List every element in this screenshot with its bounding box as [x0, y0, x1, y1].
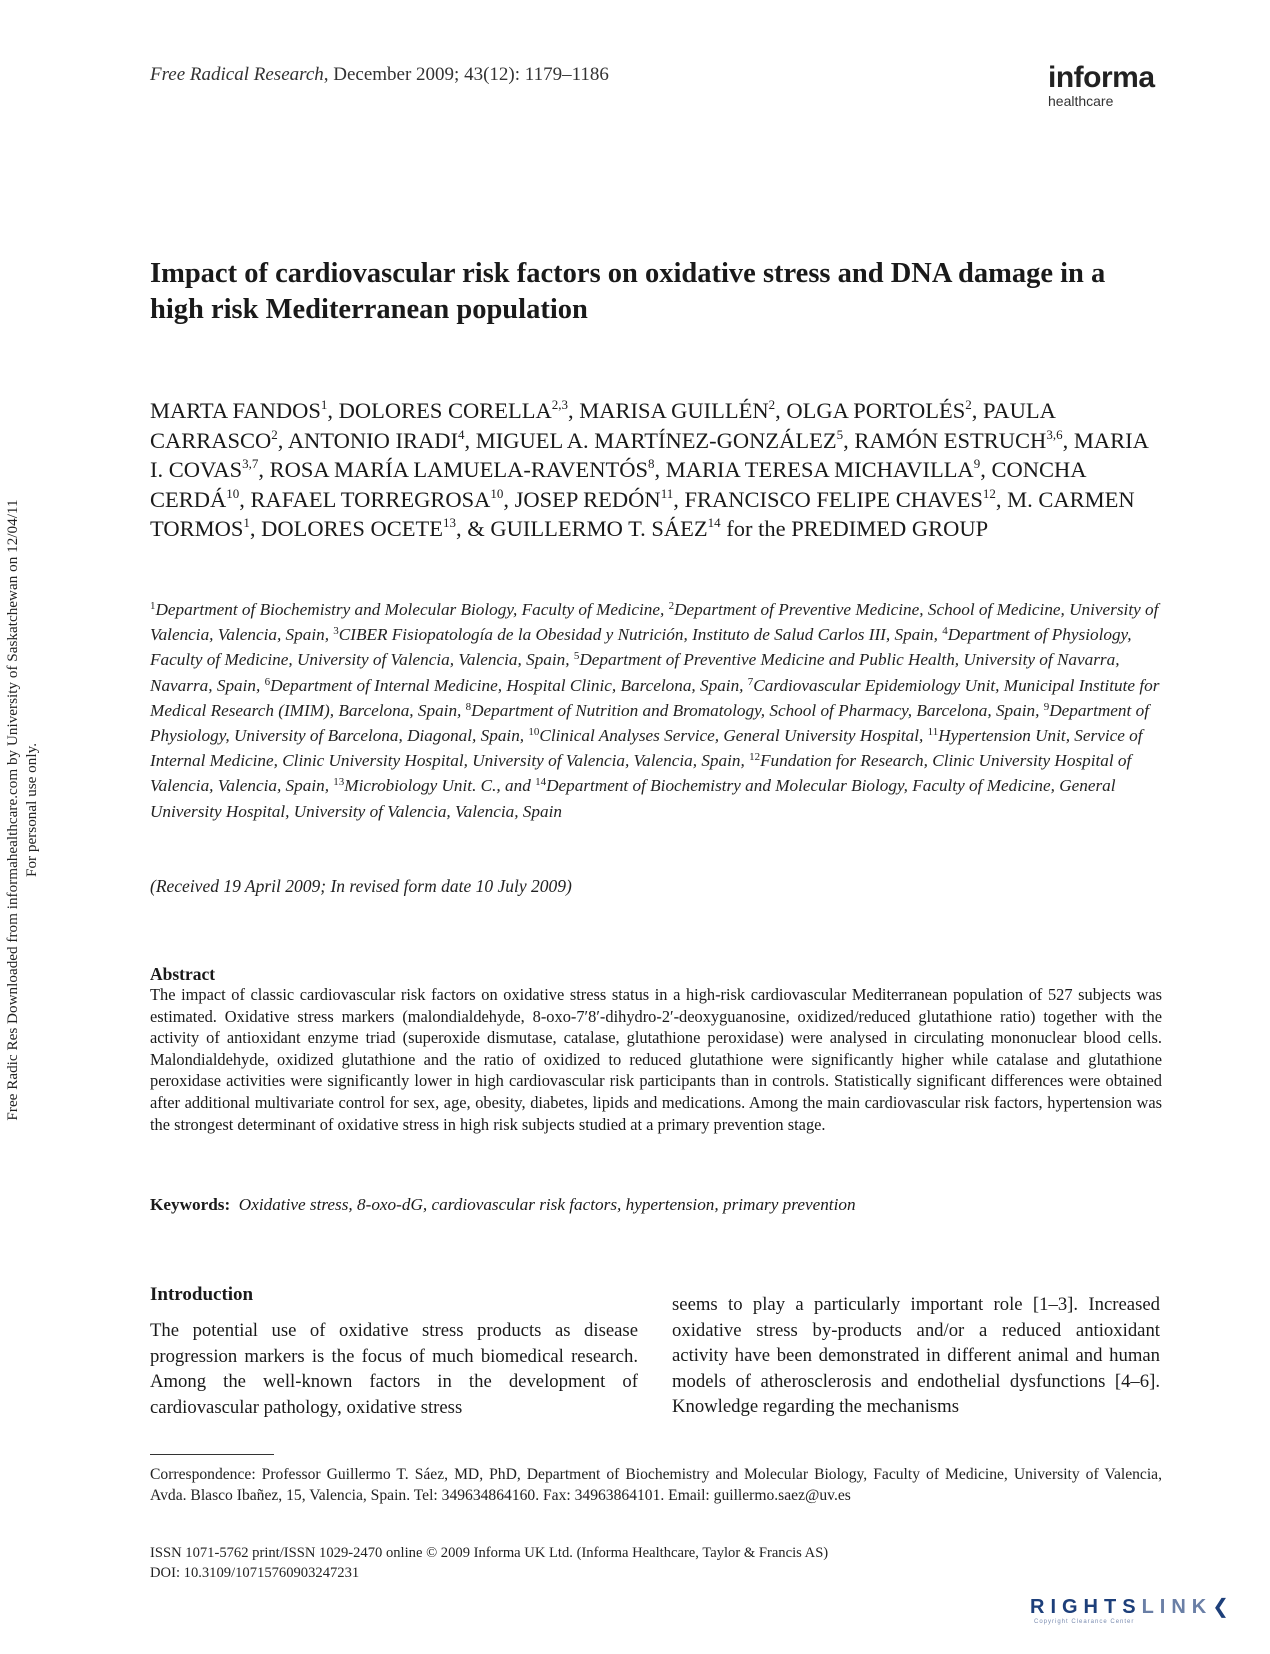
author-affiliation-mark: 5: [836, 426, 844, 442]
author-name: FRANCISCO FELIPE CHAVES: [684, 486, 983, 512]
doi-line: DOI: 10.3109/10715760903247231: [150, 1564, 360, 1581]
author-affiliation-mark: 10: [226, 485, 240, 501]
author-separator: ,: [567, 398, 580, 423]
affiliation-number: 11: [927, 726, 939, 739]
author-name: DOLORES OCETE: [261, 516, 443, 541]
affiliation-number: 8: [465, 700, 472, 713]
author-separator: ,: [980, 457, 992, 482]
rightslink-word-a: RIGHTS: [1030, 1596, 1142, 1618]
affiliation-text: Hypertension Unit, Service of Internal Medicine, Clinic University Hospital, University of Valencia, Valencia, Spain,: [150, 726, 1143, 771]
logo-subtitle: healthcare: [1048, 93, 1114, 109]
rightslink-arrow-icon: ❮: [1212, 1596, 1235, 1618]
affiliation-text: Department of Preventive Medicine and Public Health, University of Navarra, Navarra, Spain,: [150, 650, 1120, 695]
author-affiliation-mark: 3,7: [242, 456, 259, 471]
affiliation-text: Department of Biochemistry and Molecular Biology, Faculty of Medicine,: [155, 600, 669, 619]
journal-citation: [150, 64, 609, 86]
rightslink-wordmark: [1030, 1596, 1235, 1618]
logo-wordmark: informa: [1048, 61, 1155, 94]
affiliation-text: Department of Nutrition and Bromatology, School of Pharmacy, Barcelona, Spain,: [471, 700, 1044, 720]
affiliation-number: 6: [264, 675, 271, 688]
author-name: MIGUEL A. MARTÍNEZ-GONZÁLEZ: [475, 427, 837, 453]
author-affiliation-mark: 3,6: [1046, 426, 1063, 442]
author-affiliation-mark: 8: [647, 456, 655, 471]
correspondence-note: Correspondence: Professor Guillermo T. Sáez, MD, PhD, Department of Biochemistry and Molecular Biology, Faculty of Medicine, University of Valencia, Avda. Blasco Ibañez, 15, Valencia, Spain. Tel: 349634864160. Fax: 34963864101. Email: guillermo.saez@uv.es: [150, 1466, 1162, 1504]
author-name: ANTONIO IRADI: [287, 427, 459, 453]
author-separator: ,: [239, 486, 251, 512]
affiliations: [150, 597, 1162, 824]
affiliation-text: Microbiology Unit. C., and: [344, 776, 536, 796]
author-affiliation-mark: 1: [320, 397, 328, 412]
affiliation-number: 12: [749, 751, 761, 764]
author-affiliation-mark: 1: [243, 515, 250, 530]
rightslink-word-b: LINK: [1141, 1596, 1213, 1618]
journal-name: Free Radical Research: [150, 64, 324, 85]
author-name: DOLORES CORELLA: [338, 398, 552, 423]
author-affiliation-mark: 11: [660, 485, 674, 501]
affiliation-number: 4: [942, 625, 948, 638]
author-name: MARISA GUILLÉN: [579, 398, 769, 423]
issn-line: ISSN 1071-5762 print/ISSN 1029-2470 online © 2009 Informa UK Ltd. (Informa Healthcare, Taylor & Francis AS): [150, 1545, 829, 1561]
introduction-right-column: seems to play a particularly important role [1–3]. Increased oxidative stress by-products and/or a reduced antioxidant activity have been demonstrated in different animal and human models of atherosclerosis and endothelial dysfunctions [4–6]. Knowledge regarding the mechanisms: [672, 1294, 1160, 1418]
author-separator: ,: [1062, 427, 1074, 453]
affiliation-number: 10: [528, 726, 540, 739]
author-name: MARIA TERESA MICHAVILLA: [665, 457, 974, 482]
rightslink-tagline: Copyright Clearance Center: [1034, 1619, 1135, 1625]
watermark-line-2: For personal use only.: [22, 743, 40, 877]
authors-suffix: for the PREDIMED GROUP: [720, 516, 989, 541]
author-separator: ,: [249, 516, 262, 541]
author-separator: ,: [673, 486, 685, 512]
author-name: RAFAEL TORREGROSA: [250, 486, 491, 512]
article-title: Impact of cardiovascular risk factors on oxidative stress and DNA damage in a high risk Mediterranean population: [150, 258, 1106, 325]
download-watermark: [4, 450, 54, 1170]
author-name: MARTA FANDOS: [150, 398, 321, 423]
keywords-text: Oxidative stress, 8-oxo-dG, cardiovascular risk factors, hypertension, primary prevention: [238, 1195, 856, 1214]
author-affiliation-mark: 4: [458, 426, 465, 442]
affiliation-number: 9: [1043, 700, 1050, 713]
author-separator: ,: [654, 457, 666, 482]
abstract-body: The impact of classic cardiovascular risk factors on oxidative stress status in a high-risk cardiovascular Mediterranean population of 527 subjects was estimated. Oxidative stress markers (malondialdehyde, 8-oxo-7′8′-dihydro-2′-deoxyguanosine, oxidized/reduced glutathione ratio) together with the activity of antioxidant enzyme triad (superoxide dismutase, catalase, glutathione peroxidase) were analysed in circulating mononuclear blood cells. Malondialdehyde, oxidized glutathione and the ratio of oxidized to reduced glutathione were significantly higher while catalase and glutathione peroxidase activities were significantly lower in high cardiovascular risk participants than in controls. Statistically significant differences were obtained after additional multivariate control for sex, age, obesity, diabetes, lipids and medications. Among the main cardiovascular risk factors, hypertension was the strongest determinant of oxidative stress in high risk subjects studied at a primary prevention stage.: [150, 985, 1162, 1134]
author-separator: ,: [503, 486, 515, 512]
author-separator: ,: [327, 398, 339, 423]
author-affiliation-mark: 2: [271, 426, 278, 442]
affiliation-text: Department of Physiology, Faculty of Medicine, University of Valencia, Valencia, Spain,: [150, 625, 1132, 670]
abstract-heading: Abstract: [150, 964, 216, 984]
publisher-logo: [1048, 62, 1155, 108]
journal-details: , December 2009; 43(12): 1179–1186: [323, 64, 609, 85]
received-dates: (Received 19 April 2009; In revised form date 10 July 2009): [150, 876, 572, 896]
affiliation-number: 14: [535, 776, 547, 789]
affiliation-number: 3: [333, 625, 339, 638]
affiliation-number: 2: [668, 600, 675, 612]
affiliation-number: 1: [150, 600, 156, 612]
watermark-line-1: Free Radic Res Downloaded from informahealthcare.com by University of Saskatchewan on 12/04/11: [4, 499, 21, 1121]
author-affiliation-mark: 10: [490, 485, 504, 501]
affiliation-text: Cardiovascular Epidemiology Unit, Municipal Institute for Medical Research (IMIM), Barcelona, Spain,: [150, 675, 1160, 720]
affiliation-number: 7: [747, 675, 754, 688]
author-separator: ,: [775, 398, 787, 423]
author-name: RAMÓN ESTRUCH: [854, 427, 1047, 453]
introduction-heading: Introduction: [150, 1284, 254, 1305]
author-list: [150, 396, 1160, 544]
rightslink-logo[interactable]: [1030, 1596, 1235, 1626]
author-separator: ,: [843, 427, 855, 453]
author-separator: ,: [277, 427, 288, 453]
author-separator: , &: [456, 516, 491, 541]
affiliation-text: Clinical Analyses Service, General University Hospital,: [539, 726, 928, 746]
author-affiliation-mark: 12: [982, 485, 996, 501]
introduction-left-column: The potential use of oxidative stress products as disease progression markers is the focus of much biomedical research. Among the well-known factors in the development of cardiovascular pathology, oxidative stress: [150, 1320, 638, 1418]
affiliation-text: Department of Physiology, University of Barcelona, Diagonal, Spain,: [150, 700, 1149, 746]
author-name: M. CARMEN TORMOS: [150, 486, 1135, 541]
affiliation-number: 5: [573, 650, 580, 663]
keywords: [150, 1195, 856, 1215]
author-name: CONCHA CERDÁ: [150, 457, 1086, 512]
affiliation-text: Fundation for Research, Clinic University Hospital of Valencia, Valencia, Spain,: [150, 751, 1132, 796]
footnote-divider: [150, 1454, 274, 1455]
author-affiliation-mark: 2,3: [551, 397, 568, 412]
author-name: JOSEP REDÓN: [514, 486, 661, 512]
author-separator: ,: [464, 427, 476, 453]
affiliation-text: Department of Biochemistry and Molecular Biology, Faculty of Medicine, General University Hospital, University of Valencia, Valencia, Spain: [150, 776, 1116, 821]
affiliation-text: Department of Preventive Medicine, School of Medicine, University of Valencia, Valencia, Spain,: [150, 600, 1159, 645]
author-affiliation-mark: 2: [768, 397, 776, 412]
affiliation-number: 13: [333, 776, 345, 789]
author-name: GUILLERMO T. SÁEZ: [490, 516, 708, 541]
author-separator: ,: [971, 398, 983, 423]
author-name: PAULA CARRASCO: [150, 398, 1055, 453]
author-separator: ,: [258, 457, 270, 482]
author-affiliation-mark: 14: [707, 515, 721, 530]
affiliation-text: Department of Internal Medicine, Hospital Clinic, Barcelona, Spain,: [270, 675, 748, 695]
author-affiliation-mark: 9: [973, 456, 981, 471]
author-name: ROSA MARÍA LAMUELA-RAVENTÓS: [269, 457, 648, 482]
author-affiliation-mark: 13: [443, 515, 456, 530]
affiliation-text: CIBER Fisiopatología de la Obesidad y Nutrición, Instituto de Salud Carlos III, Spain,: [338, 625, 943, 645]
author-name: MARIA I. COVAS: [150, 427, 1148, 482]
author-name: OLGA PORTOLÉS: [786, 398, 966, 423]
keywords-label: Keywords:: [150, 1195, 231, 1214]
issn-doi-block: [150, 1544, 828, 1583]
author-affiliation-mark: 2: [965, 397, 972, 412]
author-separator: ,: [995, 486, 1008, 512]
